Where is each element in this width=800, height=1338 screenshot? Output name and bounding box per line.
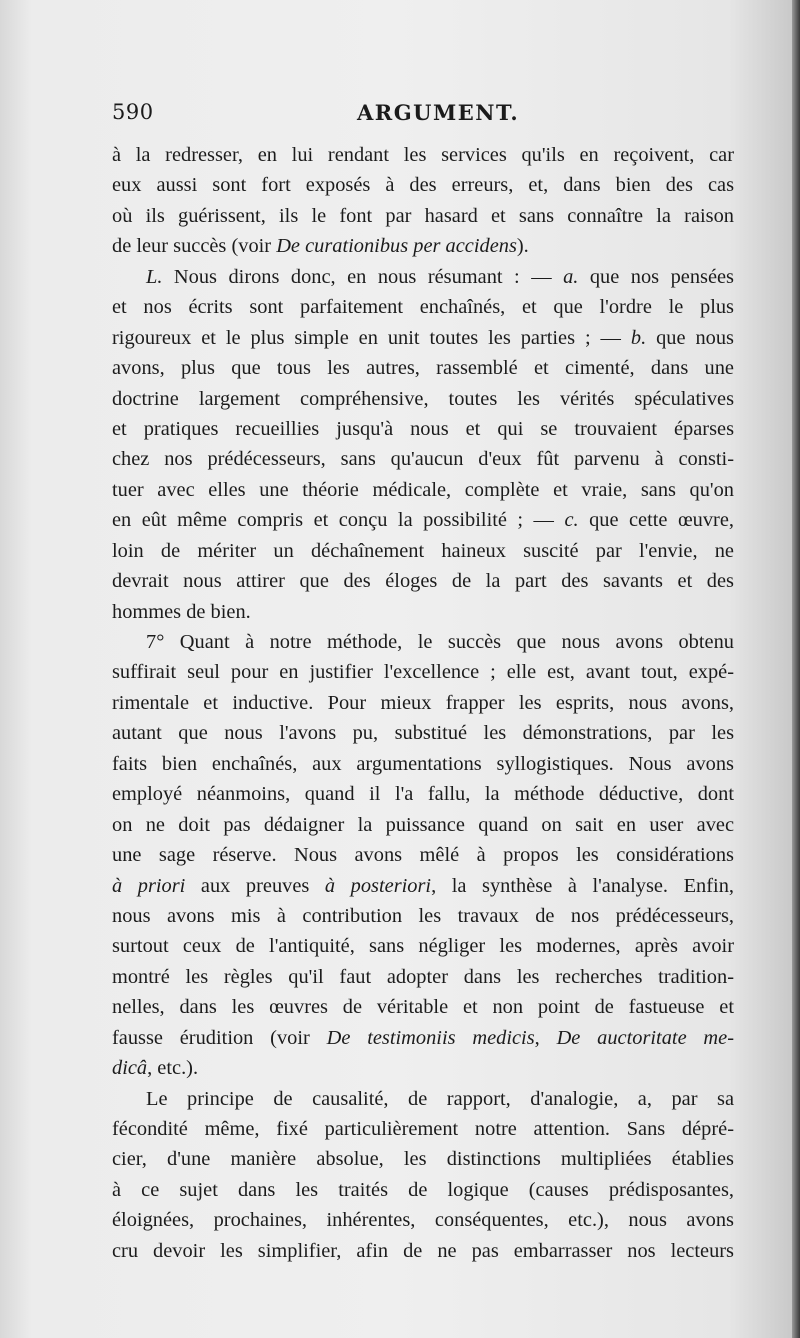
text-line: doctrine largement compréhensive, toutes les vérités spéculatives	[112, 387, 734, 410]
text-line: en eût même compris et conçu la possibilité ; — c. que cette œuvre,	[112, 509, 734, 532]
text-line: eux aussi sont fort exposés à des erreurs, et, dans bien des cas	[112, 174, 734, 197]
text-line: surtout ceux de l'antiquité, sans négliger les modernes, après avoir	[112, 935, 734, 958]
text-line: tuer avec elles une théorie médicale, complète et vraie, sans qu'on	[112, 478, 734, 501]
text-line: où ils guérissent, ils le font par hasard et sans connaître la raison	[112, 204, 734, 227]
text-line: autant que nous l'avons pu, substitué les démonstrations, par les	[112, 722, 734, 745]
text-line: à ce sujet dans les traités de logique (causes prédisposantes,	[112, 1178, 734, 1201]
body-text	[112, 140, 734, 1266]
text-line: 7° Quant à notre méthode, le succès que nous avons obtenu	[146, 631, 734, 653]
text-line: montré les règles qu'il faut adopter dans les recherches tradition-	[112, 965, 734, 988]
text-line: à priori aux preuves à posteriori, la synthèse à l'analyse. Enfin,	[112, 874, 734, 897]
text-line: une sage réserve. Nous avons mêlé à propos les considérations	[112, 844, 734, 867]
text-line: avons, plus que tous les autres, rassemblé et cimenté, dans une	[112, 357, 734, 380]
text-line: L. Nous dirons donc, en nous résumant : — a. que nos pensées	[146, 265, 734, 288]
text-line: nelles, dans les œuvres de véritable et non point de fastueuse et	[112, 996, 734, 1019]
text-line: nous avons mis à contribution les travaux de nos prédécesseurs,	[112, 904, 734, 927]
italic-title: De curationibus per accidens	[276, 235, 517, 258]
text-line: cru devoir les simplifier, afin de ne pas embarrasser nos lecteurs	[112, 1239, 734, 1262]
text-line: rimentale et inductive. Pour mieux frapper les esprits, nous avons,	[112, 691, 734, 714]
text-line: employé néanmoins, quand il l'a fallu, la méthode déductive, dont	[112, 783, 734, 806]
text-line: Le principe de causalité, de rapport, d'analogie, a, par sa	[146, 1087, 734, 1110]
text-line: hommes de bien.	[112, 600, 251, 623]
running-title: ARGUMENT.	[357, 100, 520, 125]
text-line: faits bien enchaînés, aux argumentations syllogistiques. Nous avons	[112, 752, 734, 775]
text-line: dicâ, etc.).	[112, 1057, 199, 1080]
text-line: loin de mériter un déchaînement haineux suscité par l'envie, ne	[112, 539, 734, 562]
page-header	[112, 100, 732, 134]
text-line: chez nos prédécesseurs, sans qu'aucun d'eux fût parvenu à consti-	[112, 448, 734, 471]
text-line: de leur succès (voir De curationibus per accidens).	[112, 235, 529, 258]
text-line: on ne doit pas dédaigner la puissance quand on sait en user avec	[112, 813, 734, 836]
page-number: 590	[112, 100, 154, 124]
text-line: et pratiques recueillies jusqu'à nous et qui se trouvaient éparses	[112, 417, 734, 440]
text-line: fécondité même, fixé particulièrement notre attention. Sans dépré-	[112, 1118, 734, 1140]
text-line: rigoureux et le plus simple en unit toutes les parties ; — b. que nous	[112, 326, 734, 349]
text-line: fausse érudition (voir De testimoniis medicis, De auctoritate me-	[112, 1026, 734, 1049]
text-line: devrait nous attirer que des éloges de la part des savants et des	[112, 570, 734, 593]
text-line: cier, d'une manière absolue, les distinctions multipliées établies	[112, 1148, 734, 1171]
text-line: éloignées, prochaines, inhérentes, conséquentes, etc.), nous avons	[112, 1209, 734, 1232]
text-line: à la redresser, en lui rendant les services qu'ils en reçoivent, car	[112, 144, 734, 166]
page-edge-shadow	[792, 0, 800, 1338]
text-line: et nos écrits sont parfaitement enchaînés, et que l'ordre le plus	[112, 296, 734, 319]
text-line: suffirait seul pour en justifier l'excellence ; elle est, avant tout, expé-	[112, 661, 734, 684]
